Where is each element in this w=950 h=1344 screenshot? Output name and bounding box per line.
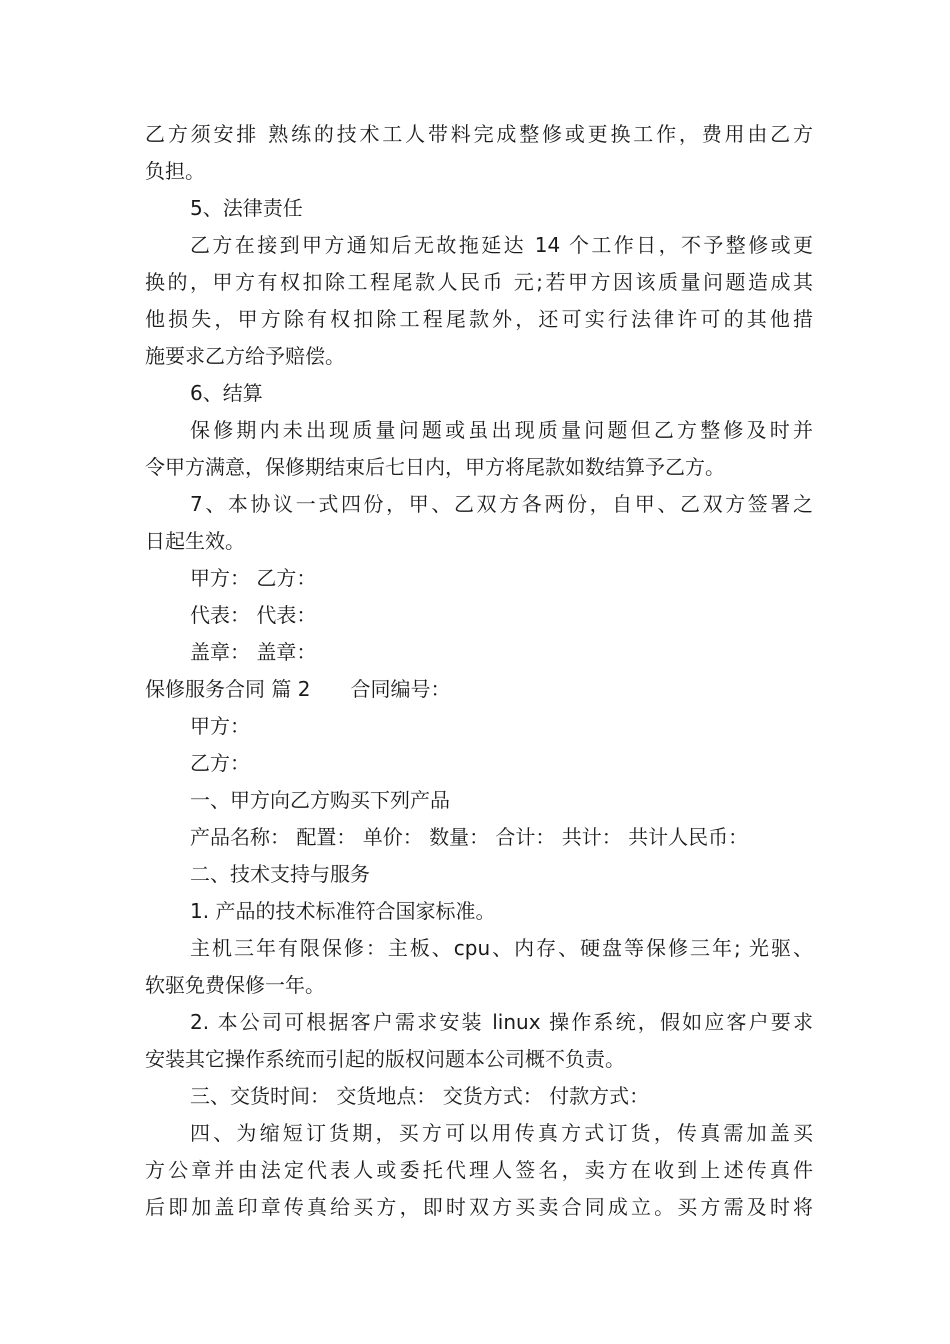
document-body <box>145 116 813 1226</box>
section-heading: 一、甲方向乙方购买下列产品 <box>190 788 450 812</box>
paragraph-line: 四、为缩短订货期，买方可以用传真方式订货，传真需加盖买 <box>190 1121 813 1145</box>
paragraph-line: 他损失，甲方除有权扣除工程尾款外，还可实行法律许可的其他措 <box>145 307 813 331</box>
paragraph-line: 安装其它操作系统而引起的版权问题本公司概不负责。 <box>145 1047 625 1071</box>
paragraph-line: 方公章并由法定代表人或委托代理人签名，卖方在收到上述传真件 <box>145 1158 813 1182</box>
paragraph-line: 2. 本公司可根据客户需求安装 linux 操作系统，假如应客户要求 <box>190 1010 813 1034</box>
paragraph-line: 1. 产品的技术标准符合国家标准。 <box>190 899 496 923</box>
paragraph-line: 负担。 <box>145 159 205 183</box>
paragraph-line: 软驱免费保修一年。 <box>145 973 325 997</box>
signature-line: 盖章： 盖章： <box>190 640 317 664</box>
paragraph-line: 日起生效。 <box>145 529 245 553</box>
section-heading: 二、技术支持与服务 <box>190 862 370 886</box>
contract-title: 保修服务合同 篇 2 <box>145 677 311 701</box>
paragraph-line: 产品名称： 配置： 单价： 数量： 合计： 共计： 共计人民币： <box>190 825 749 849</box>
paragraph-line: 保修期内未出现质量问题或虽出现质量问题但乙方整修及时并 <box>190 418 813 442</box>
paragraph-line: 乙方须安排 熟练的技术工人带料完成整修或更换工作，费用由乙方 <box>145 122 813 146</box>
paragraph-line: 7、本协议一式四份，甲、乙双方各两份，自甲、乙双方签署之 <box>190 492 813 516</box>
paragraph-line: 主机三年有限保修：主板、cpu、内存、硬盘等保修三年; 光驱、 <box>190 936 813 960</box>
contract-number-label: 合同编号： <box>350 677 451 701</box>
contract-title-line <box>145 671 813 708</box>
paragraph-line: 施要求乙方给予赔偿。 <box>145 344 345 368</box>
paragraph-line: 换的，甲方有权扣除工程尾款人民币 元;若甲方因该质量问题造成其 <box>145 270 813 294</box>
party-b-line: 乙方： <box>190 751 250 775</box>
section-heading: 6、结算 <box>190 381 263 405</box>
signature-line: 甲方： 乙方： <box>190 566 317 590</box>
paragraph-line: 令甲方满意，保修期结束后七日内，甲方将尾款如数结算予乙方。 <box>145 455 725 479</box>
signature-line: 代表： 代表： <box>190 603 317 627</box>
party-a-line: 甲方： <box>190 714 250 738</box>
section-heading: 5、法律责任 <box>190 196 303 220</box>
paragraph-line: 后即加盖印章传真给买方，即时双方买卖合同成立。买方需及时将 <box>145 1195 813 1219</box>
paragraph-line: 乙方在接到甲方通知后无故拖延达 14 个工作日，不予整修或更 <box>190 233 813 257</box>
section-heading: 三、交货时间： 交货地点： 交货方式： 付款方式： <box>190 1084 650 1108</box>
